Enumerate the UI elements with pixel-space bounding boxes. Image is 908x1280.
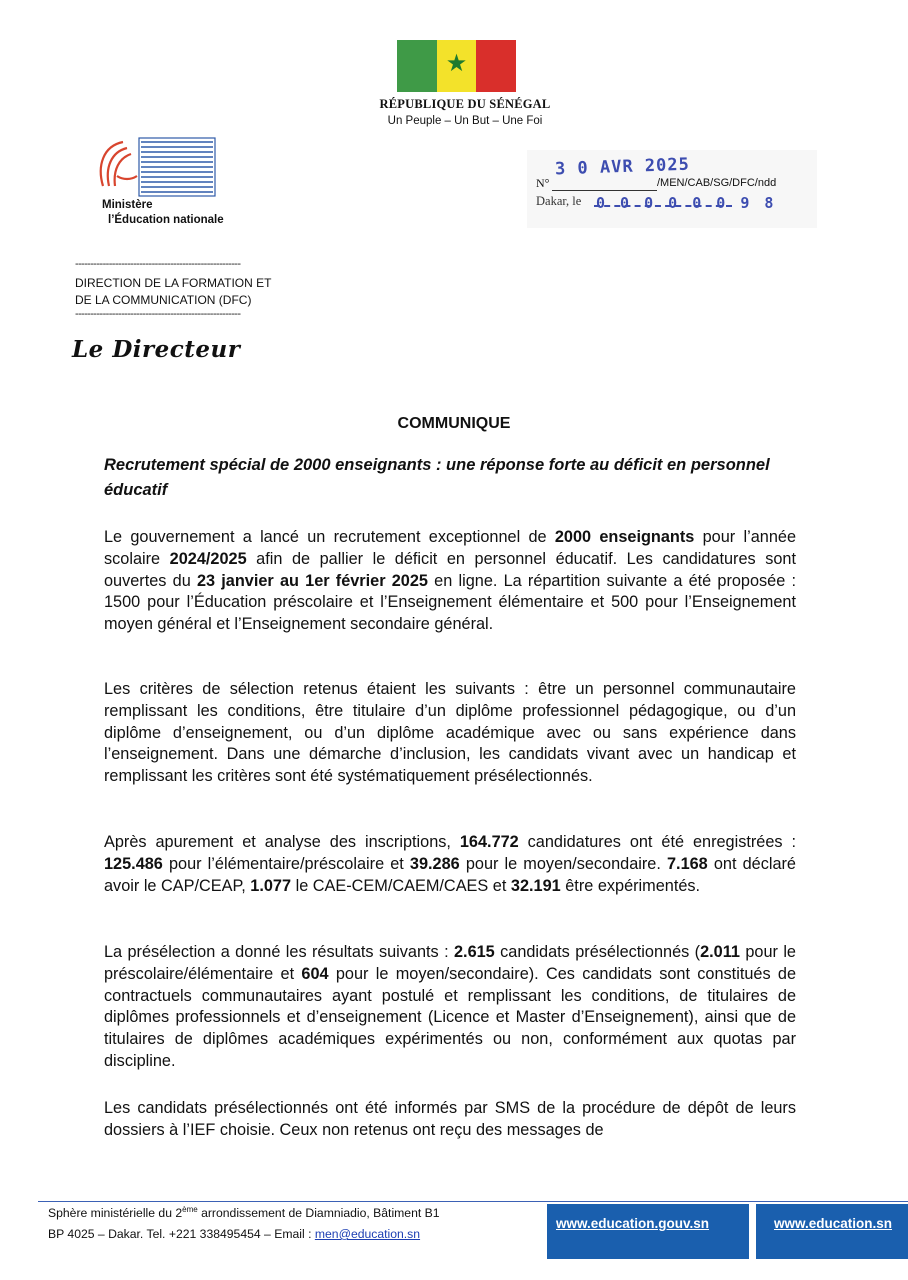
separator-dashes: ------------------------------------------------------ [75,258,241,270]
dakar-date-label: Dakar, le [536,194,582,208]
paragraph-registrations: Après apurement et analyse des inscriptions, 164.772 candidatures ont été enregistrées : 125.486 pour l’élémentaire/préscolaire et 39.286 pour le moyen/secondaire. 7.168 ont déclaré avoir le CAP/CEAP, 1.077 le CAE-CEM/CAEM/CAES et 32.191 être expérimentés. [104,833,797,895]
ministry-name-line2: l’Éducation nationale [108,214,224,226]
senegal-flag [397,40,516,92]
director-signature: Le Directeur [72,336,241,363]
reference-underline [552,190,657,191]
number-stamp-line [594,205,732,207]
website-banner-secondary [756,1204,908,1259]
reference-code: /MEN/CAB/SG/DFC/ndd [657,177,777,189]
paragraph-criteria: Les critères de sélection retenus étaient les suivants : être un personnel communautaire remplissant les conditions, être titulaire d’un diplôme professionnel pédagogique, ou d’un diplôme d’enseignement, ou d’un diplôme académique avec ou sans expérience dans l’enseignement. Dans une démarche d’inclusion, les candidats vivant avec un handicap et remplissant les critères sont été systématiquement présélectionnés. [104,680,796,786]
website-link[interactable]: www.education.gouv.sn [556,1216,710,1231]
website-link-secondary[interactable]: www.education.sn [774,1216,893,1231]
document-title: COMMUNIQUE [397,415,511,432]
separator-dashes: ------------------------------------------------------ [75,308,241,320]
website-banner [547,1204,749,1259]
country-name: RÉPUBLIQUE DU SÉNÉGAL [379,97,551,111]
reference-number-label: N° [536,176,550,190]
footer-address: Sphère ministérielle du 2ème arrondissement de Diamniadio, Bâtiment B1 [48,1205,440,1221]
email-link[interactable]: men@education.sn [314,1227,421,1241]
star-icon: ★ [445,50,468,77]
ministry-logo [93,136,223,202]
ministry-name-line1: Ministère [102,199,153,211]
date-stamp: 3 0 AVR 2025 [554,154,691,180]
document-subtitle: Recrutement spécial de 2000 enseignants : une réponse forte au déficit en personnel éducatif [104,456,770,499]
footer-contact: BP 4025 – Dakar. Tel. +221 338495454 – Email : men@education.sn [48,1227,421,1241]
paragraph-preselection: La présélection a donné les résultats suivants : 2.615 candidats présélectionnés (2.011 pour le préscolaire/élémentaire et 604 pour le moyen/secondaire). Ces candidats sont constitués de contractuels communautaires ayant postulé et remplissant les conditions, de titulaires de diplômes professionnels et d’enseignement (Licence et Master d’Enseignement), ainsi que de titulaires de diplômes académiques expérimentés ou non, conformément aux quotas par discipline. [104,943,796,1070]
footer-divider [38,1201,908,1202]
paragraph-notification: Les candidats présélectionnés ont été informés par SMS de la procédure de dépôt de leurs dossiers à l’IEF choisie. Ceux non retenus ont reçu des messages de [104,1099,796,1139]
direction-line2: DE LA COMMUNICATION (DFC) [75,293,252,307]
national-motto: Un Peuple – Un But – Une Foi [387,115,543,127]
paragraph-recruitment: Le gouvernement a lancé un recrutement exceptionnel de 2000 enseignants pour l’année scolaire 2024/2025 afin de pallier le déficit en personnel éducatif. Les candidatures sont ouvertes du 23 janvier au 1er février 2025 en ligne. La répartition suivante a été proposée : 1500 pour l’Éducation préscolaire et l’Enseignement élémentaire et 500 pour l’Enseignement moyen général et l’Enseignement secondaire général. [104,528,797,634]
number-stamp: 0 0 0 0 0 0 9 8 [596,194,777,212]
direction-line1: DIRECTION DE LA FORMATION ET [75,276,272,290]
